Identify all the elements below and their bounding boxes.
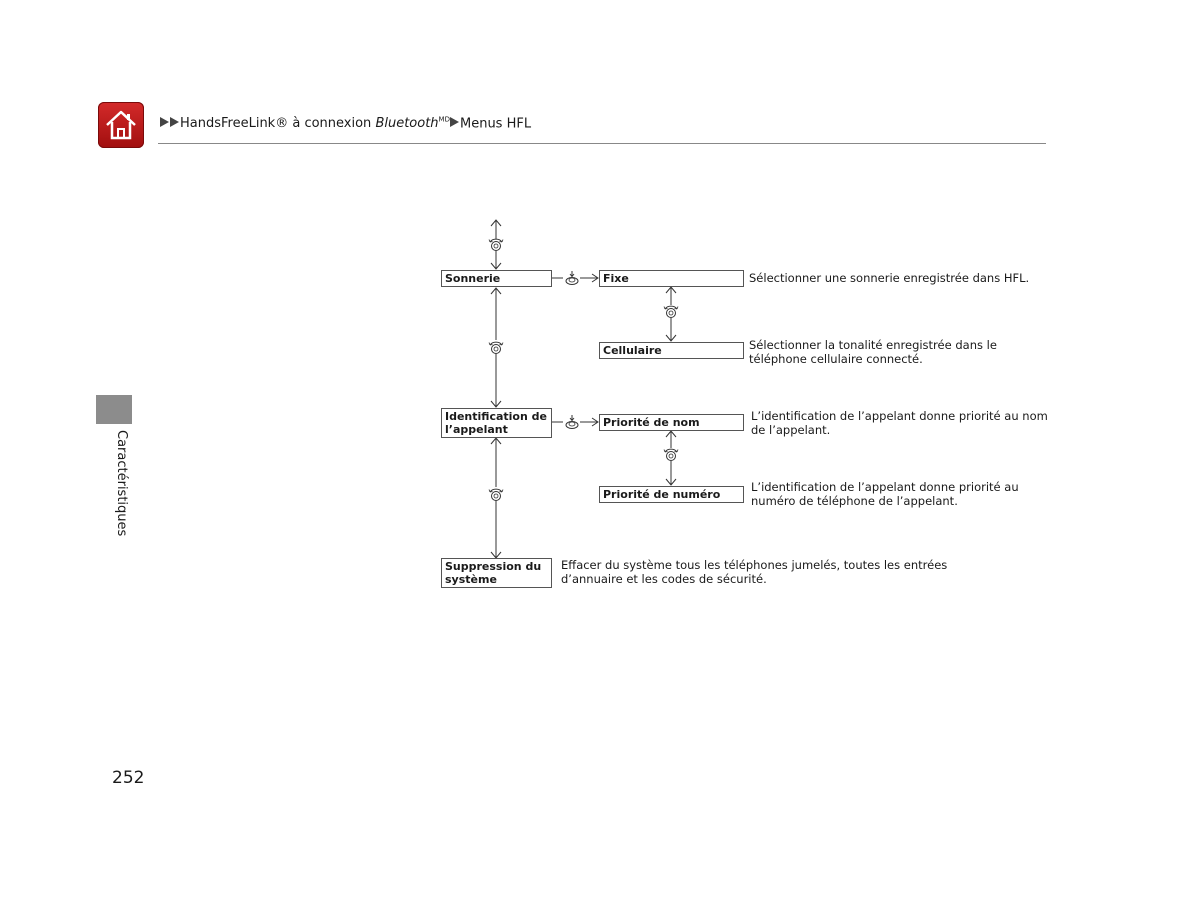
menu-item-label: système bbox=[445, 573, 497, 586]
section-label: Caractéristiques bbox=[114, 430, 129, 537]
menu-item-sonnerie[interactable] bbox=[441, 270, 552, 287]
description-suppression: Effacer du système tous les téléphones jumelés, toutes les entrées d’annuaire et les codes de sécurité. bbox=[561, 558, 948, 586]
option-label: Cellulaire bbox=[603, 344, 662, 357]
option-cellulaire[interactable] bbox=[599, 342, 744, 359]
selector-knob-press-icon bbox=[566, 415, 578, 429]
breadcrumb-link-hfl[interactable]: HandsFreeLink® à connexion Bluetooth$^{MD}$ bbox=[180, 116, 450, 132]
option-label: Priorité de numéro bbox=[603, 488, 721, 501]
menu-item-label: Identification de bbox=[445, 410, 547, 423]
breadcrumb-current: Menus HFL bbox=[459, 116, 532, 132]
menu-item-identification[interactable] bbox=[441, 408, 552, 438]
selector-knob-press-icon bbox=[566, 271, 578, 285]
option-fixe[interactable] bbox=[599, 270, 744, 287]
description-priorite-nom: L’identification de l’appelant donne priorité au nom de l’appelant. bbox=[751, 409, 1048, 437]
selector-knob-rotate-icon bbox=[489, 239, 503, 250]
menu-item-label: Sonnerie bbox=[445, 272, 501, 285]
selector-knob-rotate-icon bbox=[664, 306, 678, 317]
selector-knob-rotate-icon bbox=[489, 342, 503, 353]
option-priorite-numero[interactable] bbox=[599, 486, 744, 503]
page-number: 252 bbox=[112, 768, 145, 788]
menu-item-label: l’appelant bbox=[445, 423, 508, 436]
description-fixe: Sélectionner une sonnerie enregistrée dans HFL. bbox=[749, 271, 1030, 285]
description-priorite-numero: L’identification de l’appelant donne priorité au numéro de téléphone de l’appelant. bbox=[751, 480, 1019, 508]
description-cellulaire: Sélectionner la tonalité enregistrée dans le téléphone cellulaire connecté. bbox=[749, 338, 997, 366]
option-priorite-nom[interactable] bbox=[599, 414, 744, 431]
selector-knob-rotate-icon bbox=[489, 489, 503, 500]
menu-item-label: Suppression du bbox=[445, 560, 542, 573]
selector-knob-rotate-icon bbox=[664, 449, 678, 460]
option-label: Fixe bbox=[603, 272, 629, 285]
menu-item-suppression[interactable] bbox=[441, 558, 552, 588]
option-label: Priorité de nom bbox=[603, 416, 700, 429]
